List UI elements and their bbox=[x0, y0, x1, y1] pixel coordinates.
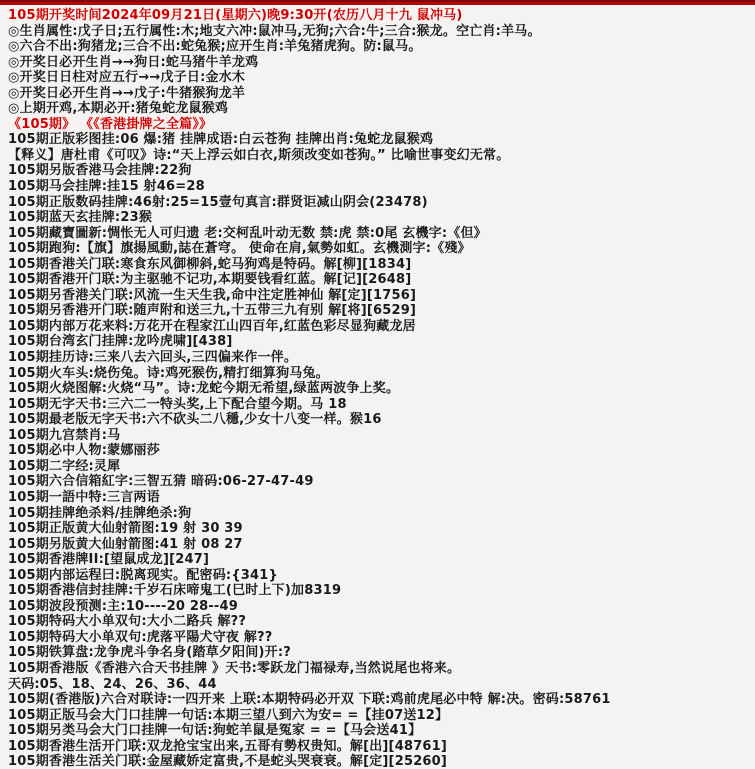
text-line: ◎上期开鸡,本期必开:猪兔蛇龙鼠猴鸡 bbox=[8, 101, 229, 117]
text-line: 105期内部万花来料:万花开在程家江山四百年,红蓝色彩尽显狗藏龙居 bbox=[8, 318, 416, 334]
text-line: 105期马会挂牌:挂15 射46=28 bbox=[8, 179, 205, 195]
text-line: 105期一語中特:三言两语 bbox=[8, 489, 160, 505]
text-line: ◎生肖属性:戊子日;五行属性:木;地支六冲:鼠冲马,无狗;六合:牛;三合:猴龙。空亡肖:羊马。 bbox=[8, 23, 541, 39]
text-line: 105期特码大小单双句:虎落平陽犬守夜 解?? bbox=[8, 629, 273, 645]
text-line: 105期铁算盘:龙争虎斗争名身(踏草夕阳间)开:? bbox=[8, 645, 291, 661]
text-line: 105期香港版《香港六合天书挂牌 》天书:零跃龙门福禄寿,当然说尾也将来。 bbox=[8, 660, 461, 676]
text-line: 105期(香港版)六合对联诗:一四开来 上联:本期特码必开双 下联:鸡前虎尾必中特 解:决。密码:58761 bbox=[8, 692, 611, 708]
text-line: 105期蓝天玄挂牌:23猴 bbox=[8, 210, 153, 226]
text-line: 105期正版黄大仙射箭图:19 射 30 39 bbox=[8, 521, 243, 537]
text-line: 105期挂历诗:三来八去六回头,三四偏来作一伴。 bbox=[8, 350, 298, 366]
text-line: 105期火车头:烧伤兔。诗:鸡死猴伤,精打细算狗马兔。 bbox=[8, 365, 329, 381]
text-line: 105期正版数码挂牌:46射:25=15壹句真言:群贤讵减山阴会(23478) bbox=[8, 194, 428, 210]
text-line: 105期六合信箱紅字:三智五猜 暗码:06-27-47-49 bbox=[8, 474, 314, 490]
text-line: 105期香港牌II:[望鼠成龙][247] bbox=[8, 552, 210, 568]
text-line: 105期香港关门联:寒食东风御柳斜,蛇马狗鸡是特码。解[柳][1834] bbox=[8, 256, 412, 272]
text-line: 105期无字天书:三六二一特头奖,上下配合望今期。马 18 bbox=[8, 396, 347, 412]
text-line: ◎开奖日必开生肖→→狗日:蛇马猪牛羊龙鸡 bbox=[8, 54, 259, 70]
text-line: 105期另类马会大门口挂牌一句话:狗蛇羊鼠是冤家 = =【马会送41】 bbox=[8, 723, 422, 739]
text-line: 105期香港信封挂牌:千岁石床啼鬼工(巳时上下)加8319 bbox=[8, 583, 342, 599]
text-line: 105期另香港开门联:随声附和送三九,十五带三九有别 解[将][6529] bbox=[8, 303, 417, 319]
text-line: 105期台湾玄门挂牌:龙吟虎啸][438] bbox=[8, 334, 233, 350]
text-line: 105期内部运程曰:脱离现实。配密码:{341} bbox=[8, 567, 278, 583]
text-line: 105期香港开门联:为主驱驰不记功,本期要钱看红蓝。解[记][2648] bbox=[8, 272, 412, 288]
text-line: ◎开奖日日柱对应五行→→戊子日:金水木 bbox=[8, 70, 246, 86]
text-line: 105期正版马会大门口挂牌一句话:本期三望八到六为安= =【挂07送12】 bbox=[8, 707, 449, 723]
text-line: ◎六合不出:狗猪龙;三合不出:蛇兔猴;应开生肖:羊兔猪虎狗。防:鼠马。 bbox=[8, 39, 422, 55]
text-line: 105期九宫禁肖:马 bbox=[8, 427, 121, 443]
tips-text-block bbox=[0, 5, 755, 769]
text-line: 105期另版黄大仙射箭图:41 射 08 27 bbox=[8, 536, 243, 552]
text-line: 105期挂牌绝杀料/挂牌绝杀:狗 bbox=[8, 505, 192, 521]
highlight-text-line: 105期开奖时间2024年09月21日(星期六)晚9:30开(农历八月十九 鼠冲马) bbox=[8, 8, 463, 23]
text-line: 105期跑狗:【旗】旗揚風動,誌在蒼穹。 使命在肩,氣勢如虹。玄機測字:《殘》 bbox=[8, 241, 471, 257]
text-line: 105期正版彩图挂:06 爆:猪 挂牌成语:白云苍狗 挂牌出肖:兔蛇龙鼠猴鸡 bbox=[8, 132, 434, 148]
text-line: 105期火烧图解:火烧“马”。诗:龙蛇今期无希望,绿蓝两波争上奖。 bbox=[8, 381, 400, 397]
text-line: 105期必中人物:蒙娜丽莎 bbox=[8, 443, 160, 459]
text-line: 105期香港生活关门联:金屋藏娇定富贵,不是蛇头哭衰衰。解[定][25260] bbox=[8, 754, 448, 769]
text-line: ◎开奖日必开生肖→→戊子:牛猪猴狗龙羊 bbox=[8, 85, 246, 101]
text-line: 105期另版香港马会挂牌:22狗 bbox=[8, 163, 192, 179]
text-line: 105期另香港关门联:风流一生天生我,命中注定胜神仙 解[定][1756] bbox=[8, 287, 417, 303]
text-line: 【释义】唐杜甫《可叹》诗:“天上浮云如白衣,斯须改变如苍狗。” 比喻世事变幻无常。 bbox=[8, 147, 510, 163]
text-line: 105期藏寶圖新:惆怅无人可归遗 老:交柯乱叶动无数 禁:虎 禁:0尾 玄機字:《但》 bbox=[8, 225, 487, 241]
text-line: 105期波段预测:主:10----20 28--49 bbox=[8, 598, 238, 614]
text-line: 天码:05、18、24、26、36、44 bbox=[8, 676, 217, 692]
highlight-text-line: 《105期》 《《香港掛牌之全篇》》 bbox=[8, 116, 213, 132]
text-line: 105期香港生活开门联:双龙抢宝宝出来,五哥有勢权贵知。解[出][48761] bbox=[8, 738, 448, 754]
text-line: 105期二字经:灵犀 bbox=[8, 458, 121, 474]
text-line: 105期最老版无字天书:六不砍头二八穩,少女十八变一样。猴16 bbox=[8, 412, 382, 428]
text-line: 105期特码大小单双句:大小二路兵 解?? bbox=[8, 614, 247, 630]
